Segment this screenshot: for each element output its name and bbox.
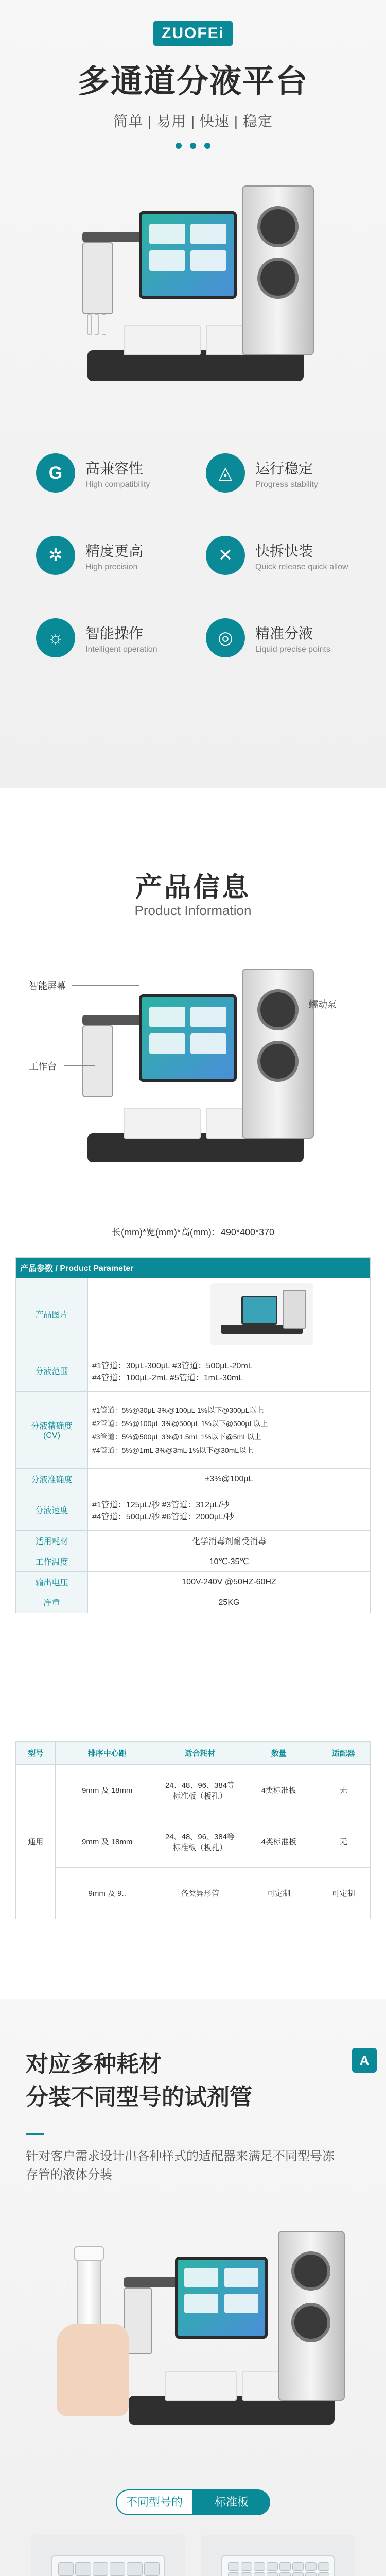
- feature-precise-dispense: ◎ 精准分液 Liquid precise points: [206, 618, 360, 675]
- well: [254, 2562, 265, 2571]
- spec-cell: 9mm 及 9..: [56, 1868, 159, 1919]
- param-table-header: 产品参数 / Product Parameter: [16, 1258, 371, 1278]
- tools-icon: ✕: [206, 536, 245, 575]
- spec-cell: 9mm 及 18mm: [56, 1816, 159, 1868]
- spec-cell: 4类标准板: [241, 1765, 317, 1816]
- well: [75, 2562, 91, 2576]
- spec-model: 通用: [16, 1765, 56, 1919]
- spec-header: 排序中心距: [56, 1742, 159, 1765]
- callout-pump: 蠕动泵: [309, 999, 337, 1010]
- feature-quick-release: ✕ 快拆快装 Quick release quick allow: [206, 536, 360, 592]
- triangle-icon: ◬: [206, 453, 245, 493]
- feature-compatibility: G 高兼容性 High compatibility: [36, 453, 190, 510]
- brand-logo[interactable]: ZUOFEi: [153, 21, 233, 46]
- well: [254, 2572, 265, 2576]
- product-info-title: 产品信息: [135, 873, 251, 903]
- gear-icon: ✲: [36, 536, 75, 575]
- callout-line-screen: [72, 985, 139, 986]
- spec-cell: 24、48、96、384等标准板（板孔）: [159, 1765, 241, 1816]
- product-info-subtitle: Product Information: [134, 903, 252, 918]
- well: [305, 2572, 317, 2576]
- spec-cell: 9mm 及 18mm: [56, 1765, 159, 1816]
- well: [93, 2562, 108, 2576]
- brain-icon: ☼: [36, 618, 75, 657]
- well: [267, 2562, 278, 2571]
- consumables-desc: 针对客户需求设计出各种样式的适配器来满足不同型号冻存管的液体分装: [26, 2149, 335, 2182]
- spec-header: 型号: [16, 1742, 56, 1765]
- param-label: 分液范围: [16, 1350, 88, 1392]
- spec-cell: 24、48、96、384等标准板（板孔）: [159, 1816, 241, 1868]
- well: [279, 2572, 291, 2576]
- feature-stability: ◬ 运行稳定 Progress stability: [206, 453, 360, 510]
- well: [144, 2562, 160, 2576]
- spec-cell: 可定制: [317, 1868, 371, 1919]
- callout-line-stage: [64, 1065, 95, 1066]
- param-value: ±3%@100μL: [88, 1469, 371, 1489]
- feature-precision: ✲ 精度更高 High precision: [36, 536, 190, 592]
- plate-48-image: [221, 2555, 335, 2576]
- spec-cell: 无: [317, 1816, 371, 1868]
- param-value: #1管道：30μL-300μL #3管道：500μL-20mL #4管道：100μL-2mL #5管道：1mL-30mL: [88, 1350, 371, 1392]
- section-corner-icon: A: [352, 2048, 377, 2073]
- well: [318, 2572, 329, 2576]
- param-table: [15, 1257, 371, 1613]
- hero-section: [0, 0, 386, 788]
- well: [292, 2572, 304, 2576]
- param-value: 25KG: [88, 1592, 371, 1613]
- param-label: 工作温度: [16, 1551, 88, 1572]
- param-label: 净重: [16, 1592, 88, 1613]
- g-icon: G: [36, 453, 75, 493]
- param-value: 100V-240V @50HZ-60HZ: [88, 1572, 371, 1592]
- well: [110, 2562, 125, 2576]
- spec-table: [15, 1741, 371, 1919]
- dimensions-text: 长(mm)*宽(mm)*高(mm)：490*400*370: [111, 1227, 275, 1238]
- well: [318, 2562, 329, 2571]
- plate-card-48: [201, 2535, 355, 2576]
- param-label: 产品图片: [16, 1278, 88, 1350]
- spec-cell: 4类标准板: [241, 1816, 317, 1868]
- param-value: 化学消毒剂耐受消毒: [88, 1531, 371, 1551]
- well: [241, 2562, 252, 2571]
- spec-header: 适合耗材: [159, 1742, 241, 1765]
- spec-cell: 各类异形管: [159, 1868, 241, 1919]
- callout-screen: 智能屏幕: [29, 981, 66, 991]
- well: [267, 2572, 278, 2576]
- plate-24-image: [51, 2555, 165, 2576]
- param-label: 分液精确度 (CV): [16, 1392, 88, 1469]
- param-value-image: [88, 1278, 371, 1350]
- machine-image: [62, 170, 329, 417]
- well: [228, 2562, 239, 2571]
- param-label: 输出电压: [16, 1572, 88, 1592]
- param-label: 分液速度: [16, 1489, 88, 1531]
- param-label: 适用耗材: [16, 1531, 88, 1551]
- well: [241, 2572, 252, 2576]
- plate-card-24: [31, 2535, 185, 2576]
- machine-diagram: [67, 958, 324, 1200]
- param-value: #1管道：125μL/秒 #3管道：312μL/秒 #4管道：500μL/秒 #6管道：2000μL/秒: [88, 1489, 371, 1531]
- target-icon: ◎: [206, 618, 245, 657]
- feature-intelligent: ☼ 智能操作 Intelligent operation: [36, 618, 190, 675]
- param-label: 分液准确度: [16, 1469, 88, 1489]
- well: [228, 2572, 239, 2576]
- heading-underline: [26, 2133, 44, 2135]
- spec-header: 数量: [241, 1742, 317, 1765]
- well: [305, 2562, 317, 2571]
- spec-header: 适配器: [317, 1742, 371, 1765]
- callout-stage: 工作台: [29, 1061, 57, 1072]
- param-value: #1管道：5%@30μL 3%@100μL 1%以下@300μL以上 #2管道：5%@100μL 3%@500μL 1%以下@500μL以上 #3管道：5%@500μL 3%@1.5mL 1%以下@5mL以上 #4管道：5%@1mL 3%@3mL 1%以下@30mL以上: [88, 1392, 371, 1469]
- hero-subtitle: 简单 | 易用 | 快速 | 稳定: [113, 113, 273, 129]
- consumables-heading: 对应多种耗材 分装不同型号的试剂管: [26, 2052, 252, 2110]
- hero-dots: [0, 142, 386, 151]
- hand-holding-tube: [41, 2251, 129, 2416]
- well: [292, 2562, 304, 2571]
- hero-title: 多通道分液平台: [77, 64, 308, 99]
- spec-cell: 可定制: [241, 1868, 317, 1919]
- well: [279, 2562, 291, 2571]
- well: [127, 2562, 142, 2576]
- machine-with-tube: [118, 2226, 355, 2463]
- param-value: 10℃-35℃: [88, 1551, 371, 1572]
- product-thumbnail: [210, 1283, 313, 1345]
- spec-cell: 无: [317, 1765, 371, 1816]
- pill-standard-plates: 不同型号的 标准板: [116, 2489, 270, 2515]
- well: [58, 2562, 74, 2576]
